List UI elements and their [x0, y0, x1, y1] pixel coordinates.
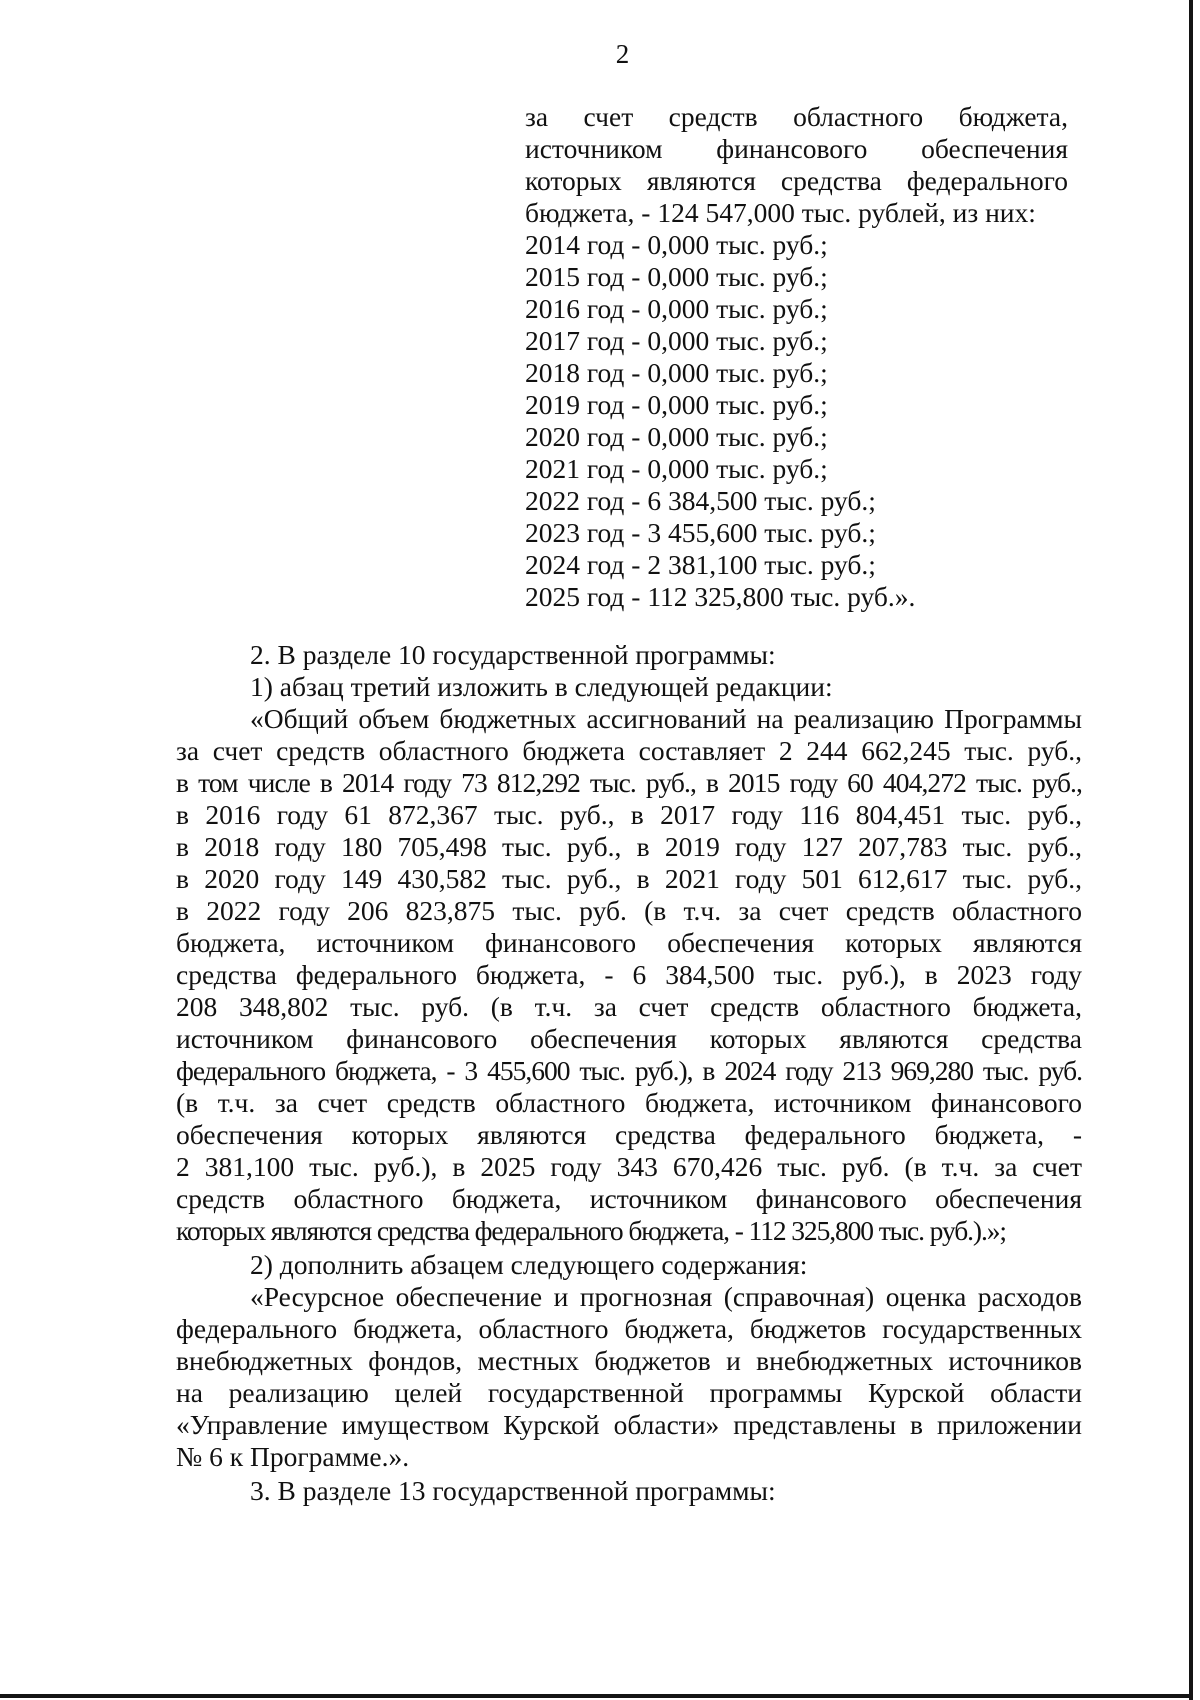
year-line-2014: 2014 год - 0,000 тыс. руб.; — [525, 229, 828, 260]
year-line-2022: 2022 год - 6 384,500 тыс. руб.; — [525, 485, 876, 516]
year-line-2025: 2025 год - 112 325,800 тыс. руб.». — [525, 581, 916, 612]
year-line-2024: 2024 год - 2 381,100 тыс. руб.; — [525, 549, 876, 580]
year-line-2015: 2015 год - 0,000 тыс. руб.; — [525, 261, 828, 292]
quote-line-3: в том числе в 2014 году 73 812,292 тыс. руб., в 2015 году 60 404,272 тыс. руб., — [176, 767, 1082, 798]
year-line-2020: 2020 год - 0,000 тыс. руб.; — [525, 421, 828, 452]
year-line-2021: 2021 год - 0,000 тыс. руб.; — [525, 453, 828, 484]
item-2-line-4: на реализацию целей государственной программы Курской области — [176, 1377, 1082, 1408]
quote-line-9: средства федерального бюджета, - 6 384,500 тыс. руб.), в 2023 году — [176, 959, 1082, 990]
item-2-line-6: № 6 к Программе.». — [176, 1441, 410, 1472]
item-2-line-1: «Ресурсное обеспечение и прогнозная (справочная) оценка расходов — [250, 1281, 1082, 1312]
quote-line-4: в 2016 году 61 872,367 тыс. руб., в 2017 году 116 804,451 тыс. руб., — [176, 799, 1082, 830]
quote-line-8: бюджета, источником финансового обеспечения которых являются — [176, 927, 1082, 958]
year-line-2016: 2016 год - 0,000 тыс. руб.; — [525, 293, 828, 324]
section-2-item-1: 1) абзац третий изложить в следующей редакции: — [250, 671, 833, 702]
quote-line-7: в 2022 году 206 823,875 тыс. руб. (в т.ч. за счет средств областного — [176, 895, 1082, 926]
quote-line-14: обеспечения которых являются средства федерального бюджета, - — [176, 1119, 1082, 1150]
year-line-2019: 2019 год - 0,000 тыс. руб.; — [525, 389, 828, 420]
financing-line-4: бюджета, - 124 547,000 тыс. рублей, из них: — [525, 197, 1036, 228]
section-3-heading: 3. В разделе 13 государственной программы: — [250, 1475, 776, 1506]
financing-line-2: источником финансового обеспечения — [525, 133, 1068, 164]
financing-line-1: за счет средств областного бюджета, — [525, 101, 1068, 132]
year-line-2023: 2023 год - 3 455,600 тыс. руб.; — [525, 517, 876, 548]
quote-line-11: источником финансового обеспечения которых являются средства — [176, 1023, 1082, 1054]
quote-line-5: в 2018 году 180 705,498 тыс. руб., в 2019 году 127 207,783 тыс. руб., — [176, 831, 1082, 862]
year-line-2018: 2018 год - 0,000 тыс. руб.; — [525, 357, 828, 388]
scan-edge-bottom — [0, 1694, 1193, 1698]
item-2-line-3: внебюджетных фондов, местных бюджетов и внебюджетных источников — [176, 1345, 1082, 1376]
section-2-item-2: 2) дополнить абзацем следующего содержания: — [250, 1249, 808, 1280]
quote-line-6: в 2020 году 149 430,582 тыс. руб., в 2021 году 501 612,617 тыс. руб., — [176, 863, 1082, 894]
quote-line-17: которых являются средства федерального бюджета, - 112 325,800 тыс. руб.).»; — [176, 1215, 1006, 1246]
quote-line-16: средств областного бюджета, источником финансового обеспечения — [176, 1183, 1082, 1214]
item-2-line-2: федерального бюджета, областного бюджета, бюджетов государственных — [176, 1313, 1082, 1344]
financing-line-3: которых являются средства федерального — [525, 165, 1068, 196]
quote-line-2: за счет средств областного бюджета составляет 2 244 662,245 тыс. руб., — [176, 735, 1082, 766]
quote-line-12: федерального бюджета, - 3 455,600 тыс. руб.), в 2024 году 213 969,280 тыс. руб. — [176, 1055, 1082, 1086]
section-2-heading: 2. В разделе 10 государственной программы: — [250, 639, 776, 670]
quote-line-1: «Общий объем бюджетных ассигнований на реализацию Программы — [250, 703, 1082, 734]
quote-line-13: (в т.ч. за счет средств областного бюджета, источником финансового — [176, 1087, 1082, 1118]
item-2-line-5: «Управление имуществом Курской области» представлены в приложении — [176, 1409, 1082, 1440]
quote-line-15: 2 381,100 тыс. руб.), в 2025 году 343 670,426 тыс. руб. (в т.ч. за счет — [176, 1151, 1082, 1182]
page-number: 2 — [615, 39, 630, 69]
quote-line-10: 208 348,802 тыс. руб. (в т.ч. за счет средств областного бюджета, — [176, 991, 1082, 1022]
scan-edge-right — [1189, 0, 1193, 1700]
year-line-2017: 2017 год - 0,000 тыс. руб.; — [525, 325, 828, 356]
